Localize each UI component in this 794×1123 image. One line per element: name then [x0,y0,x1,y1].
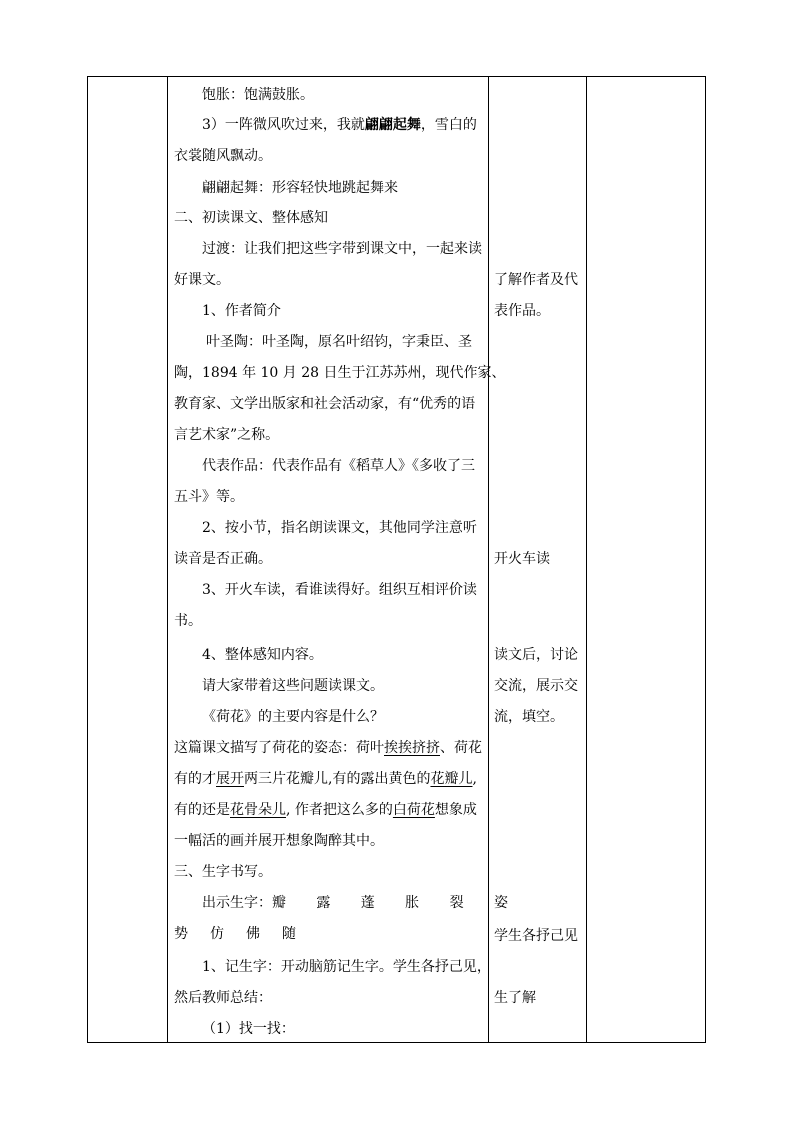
text-line: 然后教师总结： [174,990,272,1006]
text-line: 一幅活的画并展开想象陶醉其中。 [174,833,384,849]
text-line: 陶，1894 年 10 月 28 日生于江苏苏州，现代作家、 [174,365,506,381]
text-line: 叶圣陶：叶圣陶，原名叶绍钧，字秉臣、圣 [206,334,472,350]
text-line: 请大家带着这些问题读课文。 [202,678,384,694]
section-heading: 二、初读课文、整体感知 [174,210,328,226]
character: 裂 [449,895,464,911]
text-line: 书。 [174,613,202,629]
column-divider-1 [167,77,168,1042]
note-line: 了解作者及代 [494,272,578,288]
text-line: 4、整体感知内容。 [202,647,323,663]
text-line: 这篇课文描写了荷花的姿态：荷叶挨挨挤挤、荷花 [174,740,482,756]
text-line: 3、开火车读，看谁读得好。组织互相评价读 [202,582,477,598]
text-line: 翩翩起舞：形容轻快地跳起舞来 [202,180,398,196]
lesson-plan-table [87,76,706,1043]
column-divider-3 [586,77,587,1042]
note-line: 流，填空。 [494,709,564,725]
new-characters-row [202,895,508,911]
note-line: 生了解 [494,990,536,1006]
text-line: 3）一阵微风吹过来，我就翩翩起舞，雪白的 [202,117,477,133]
character: 胀 [405,895,420,911]
section-heading: 三、生字书写。 [174,864,272,880]
text-line: 言艺术家”之称。 [174,427,280,443]
text-line: 1、记生字：开动脑筋记生字。学生各抒己见， [202,959,491,975]
text-line: 好课文。 [174,272,230,288]
note-line: 表作品。 [494,303,550,319]
text-line: 饱胀：饱满鼓胀。 [202,87,314,103]
note-line: 学生各抒己见 [494,928,578,944]
text-line: 代表作品：代表作品有《稻草人》《多收了三 [202,458,475,474]
note-line: 读文后，讨论 [494,647,578,663]
character: 势 [174,926,188,942]
character: 随 [282,926,296,942]
text-line: 2、按小节，指名朗读课文，其他同学注意听 [202,520,477,536]
text-line: 1、作者简介 [202,303,281,319]
character: 佛 [246,926,260,942]
character: 姿 [493,895,508,911]
character: 露 [316,895,331,911]
character: 蓬 [360,895,375,911]
text-line: 五斗》等。 [174,489,244,505]
text-line: 有的还是花骨朵儿, 作者把这么多的白荷花想象成 [174,802,477,818]
text-line: 过渡：让我们把这些字带到课文中，一起来读 [202,241,482,257]
text-line: （1）找一找： [202,1021,295,1037]
note-line: 开火车读 [494,551,550,567]
question-line: 《荷花》的主要内容是什么？ [202,709,384,725]
new-characters-row [174,926,296,942]
text-line: 衣裳随风飘动。 [174,148,272,164]
text-line: 有的才展开两三片花瓣儿,有的露出黄色的花瓣儿, [174,771,477,787]
text-line: 读音是否正确。 [174,551,272,567]
character: 仿 [210,926,224,942]
note-line: 交流，展示交 [494,678,578,694]
text-line: 教育家、文学出版家和社会活动家，有“优秀的语 [174,396,476,412]
character: 出示生字：瓣 [202,895,286,911]
